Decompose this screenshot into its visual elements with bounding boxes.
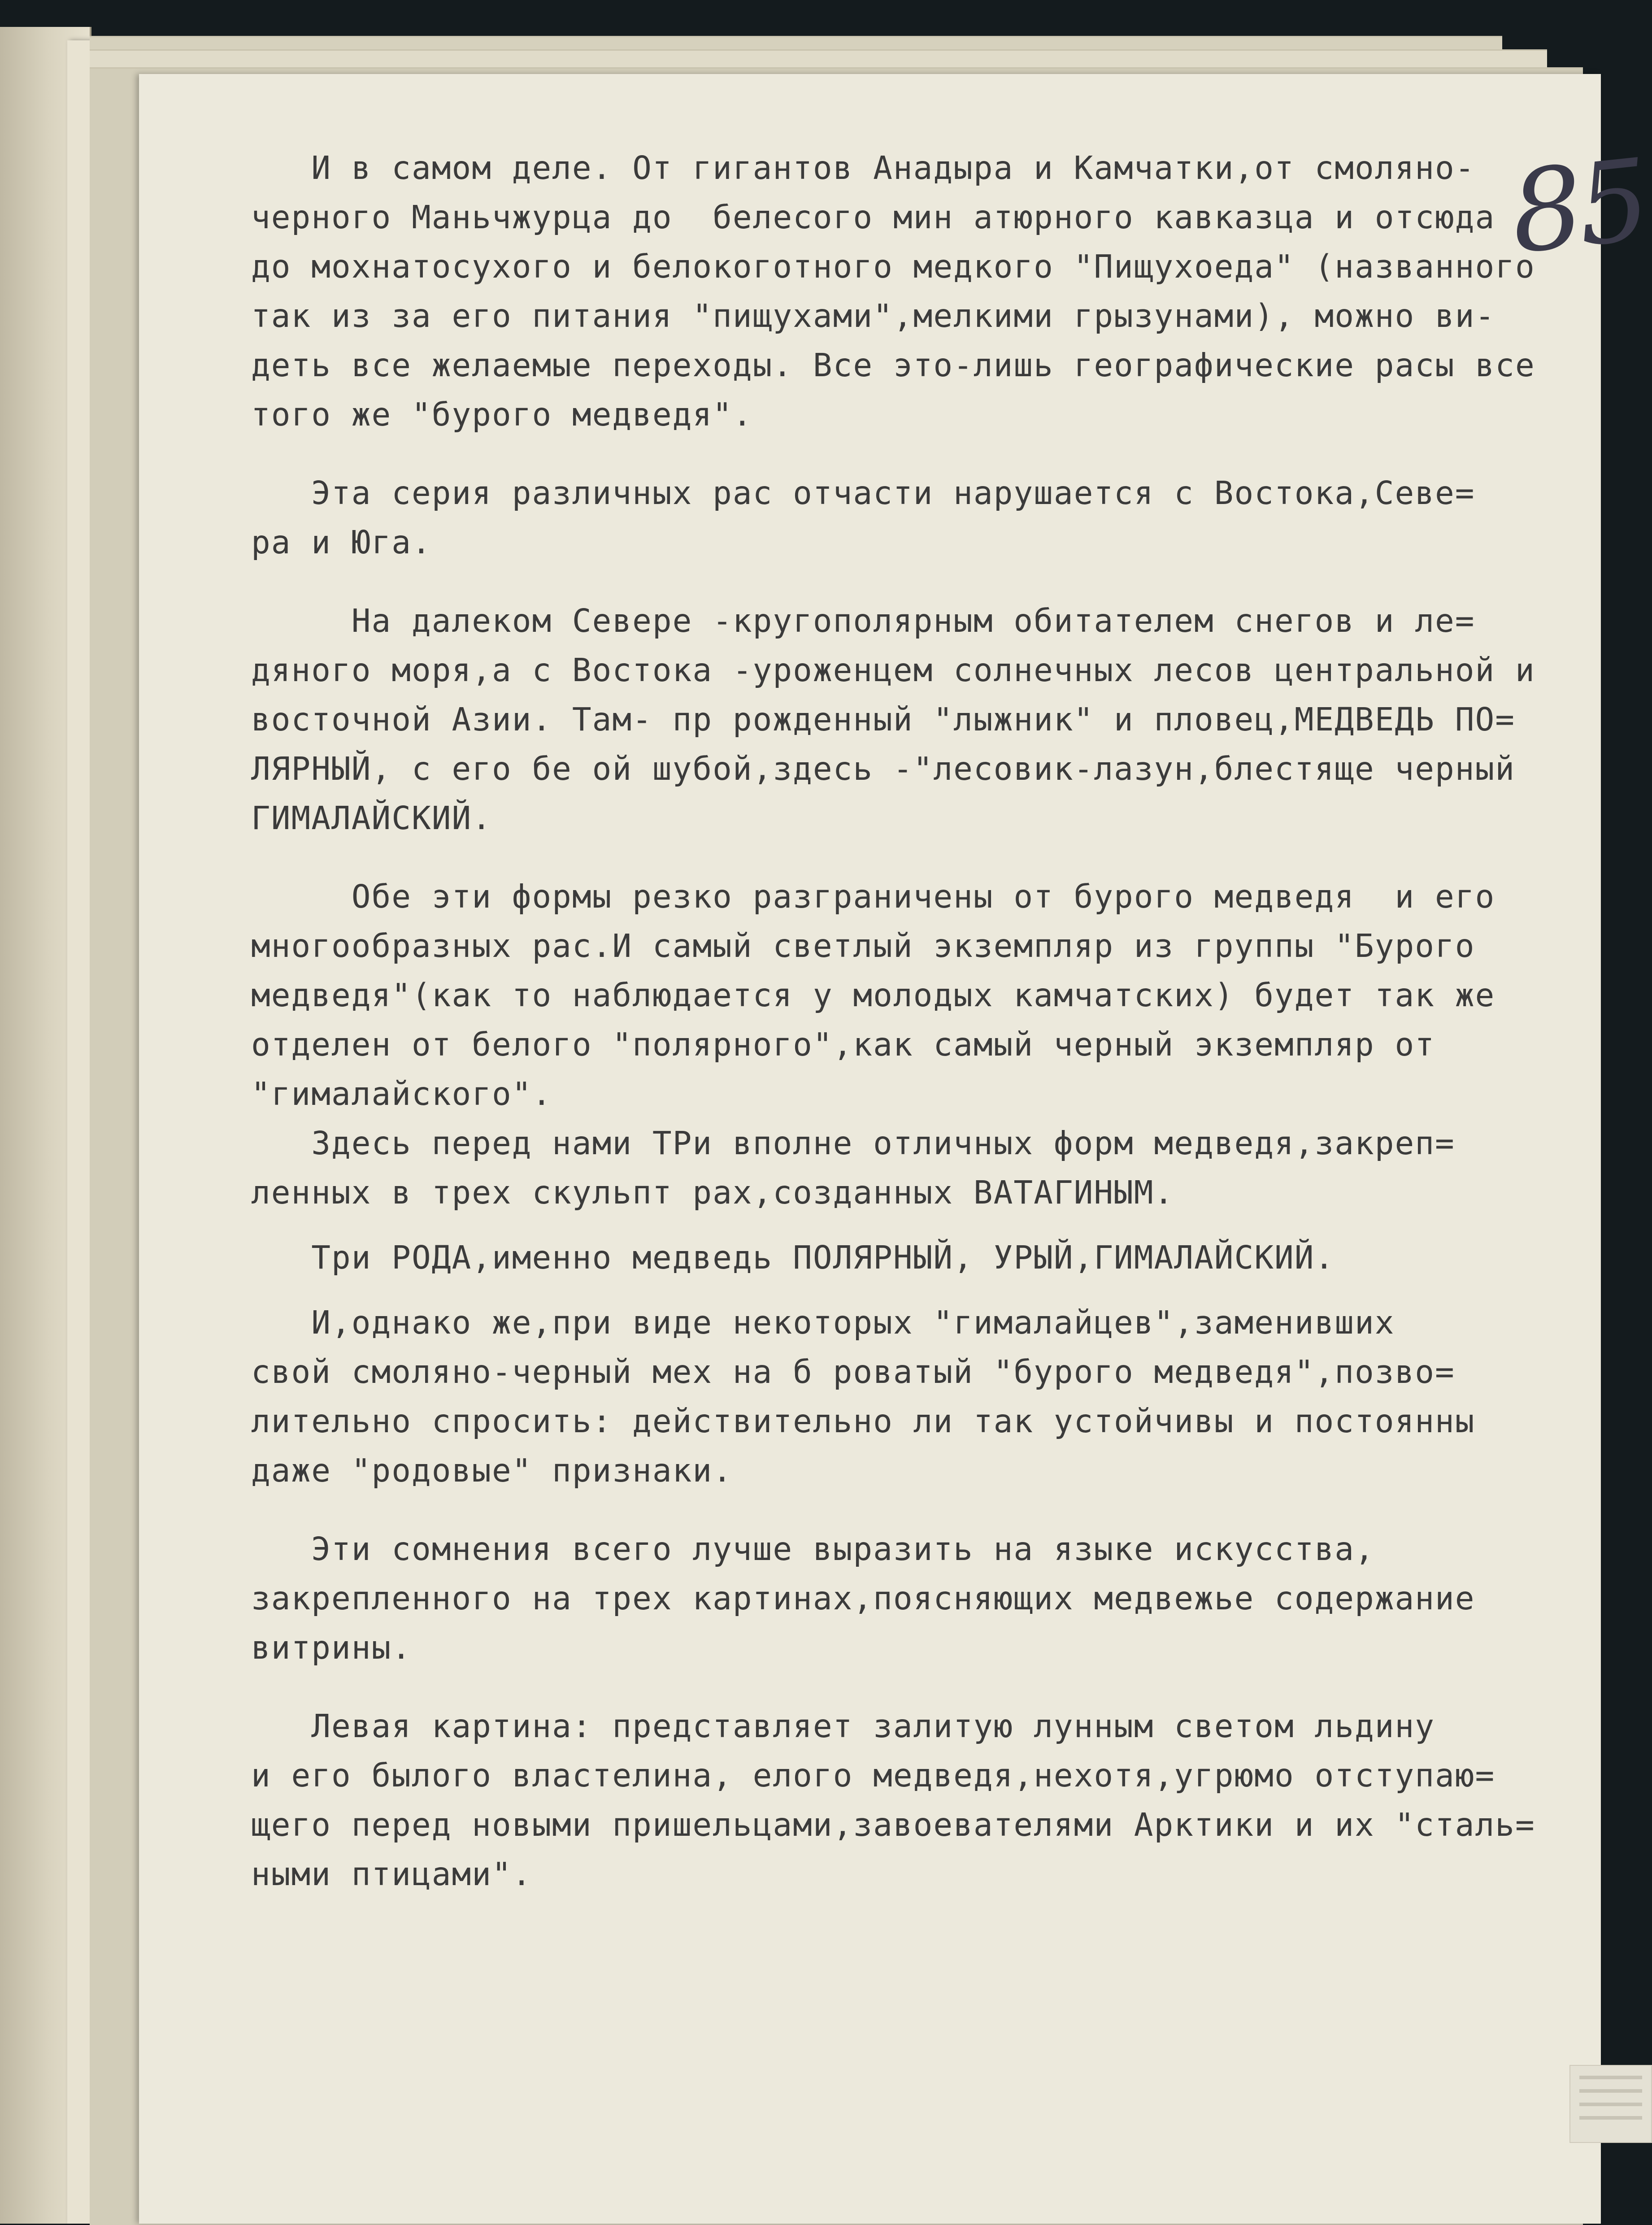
text-line: Здесь перед нами ТРи вполне отличных форм медведя,закреп= xyxy=(251,1125,1455,1162)
text-line: "гималайского". xyxy=(251,1075,552,1112)
text-line: И в самом деле. От гигантов Анадыра и Камчатки,от смоляно- xyxy=(251,149,1475,187)
text-line: ными птицами". xyxy=(251,1856,532,1893)
text-line: лительно спросить: действительно ли так устойчивы и постоянны xyxy=(251,1403,1475,1440)
text-line: На далеком Севере -кругополярным обитателем снегов и ле= xyxy=(251,602,1475,639)
text-line: витрины. xyxy=(251,1629,412,1666)
text-line: дяного моря,а с Востока -уроженцем солнечных лесов центральной и xyxy=(251,652,1535,689)
text-line: даже "родовые" признаки. xyxy=(251,1452,733,1489)
page-body-text xyxy=(251,143,1552,1899)
text-line: закрепленного на трех картинах,поясняющих медвежье содержание xyxy=(251,1580,1475,1617)
text-line: ленных в трех скульпт рах,созданных ВАТАГИНЫМ. xyxy=(251,1174,1174,1211)
text-line: того же "бурого медведя". xyxy=(251,396,753,433)
text-line: и его былого властелина, елого медведя,нехотя,угрюмо отступаю= xyxy=(251,1757,1495,1794)
text-line: ГИМАЛАЙСКИЙ. xyxy=(251,800,492,837)
handwritten-page-number: 85 xyxy=(1504,135,1652,278)
text-line: И,однако же,при виде некоторых "гималайцев",заменивших xyxy=(251,1304,1395,1341)
text-line: Эти сомнения всего лучше выразить на языке искусства, xyxy=(251,1530,1375,1568)
text-line: многообразных рас.И самый светлый экземпляр из группы "Бурого xyxy=(251,927,1475,965)
text-line: Обе эти формы резко разграничены от бурого медведя и его xyxy=(251,878,1495,915)
text-line: свой смоляно-черный мех на б роватый "бурого медведя",позво= xyxy=(251,1353,1455,1391)
text-line: черного Маньчжурца до белесого мин атюрного кавказца и отсюда xyxy=(251,199,1495,236)
text-line: щего перед новыми пришельцами,завоевателями Арктики и их "сталь= xyxy=(251,1806,1535,1843)
text-line: Эта серия различных рас отчасти нарушается с Востока,Севе= xyxy=(251,474,1475,512)
text-line: ра и Юга. xyxy=(251,524,432,561)
text-line: Три РОДА,именно медведь ПОЛЯРНЫЙ, УРЫЙ,ГИМАЛАЙСКИЙ. xyxy=(251,1239,1335,1276)
text-line: так из за его питания "пищухами",мелкими грызунами), можно ви- xyxy=(251,297,1495,335)
text-line: деть все желаемые переходы. Все это-лишь географические расы все xyxy=(251,347,1535,384)
archive-sticker xyxy=(1569,2065,1652,2143)
text-line: до мохнатосухого и белокоготного медкого "Пищухоеда" (названного xyxy=(251,248,1535,285)
text-line: медведя"(как то наблюдается у молодых камчатских) будет так же xyxy=(251,977,1495,1014)
text-line: отделен от белого "полярного",как самый черный экземпляр от xyxy=(251,1026,1435,1063)
text-line: восточной Азии. Там- пр рожденный "лыжник" и пловец,МЕДВЕДЬ ПО= xyxy=(251,701,1515,738)
text-line: ЛЯРНЫЙ, с его бе ой шубой,здесь -"лесовик-лазун,блестяще черный xyxy=(251,750,1515,787)
text-line: Левая картина: представляет залитую лунным светом льдину xyxy=(251,1708,1435,1745)
